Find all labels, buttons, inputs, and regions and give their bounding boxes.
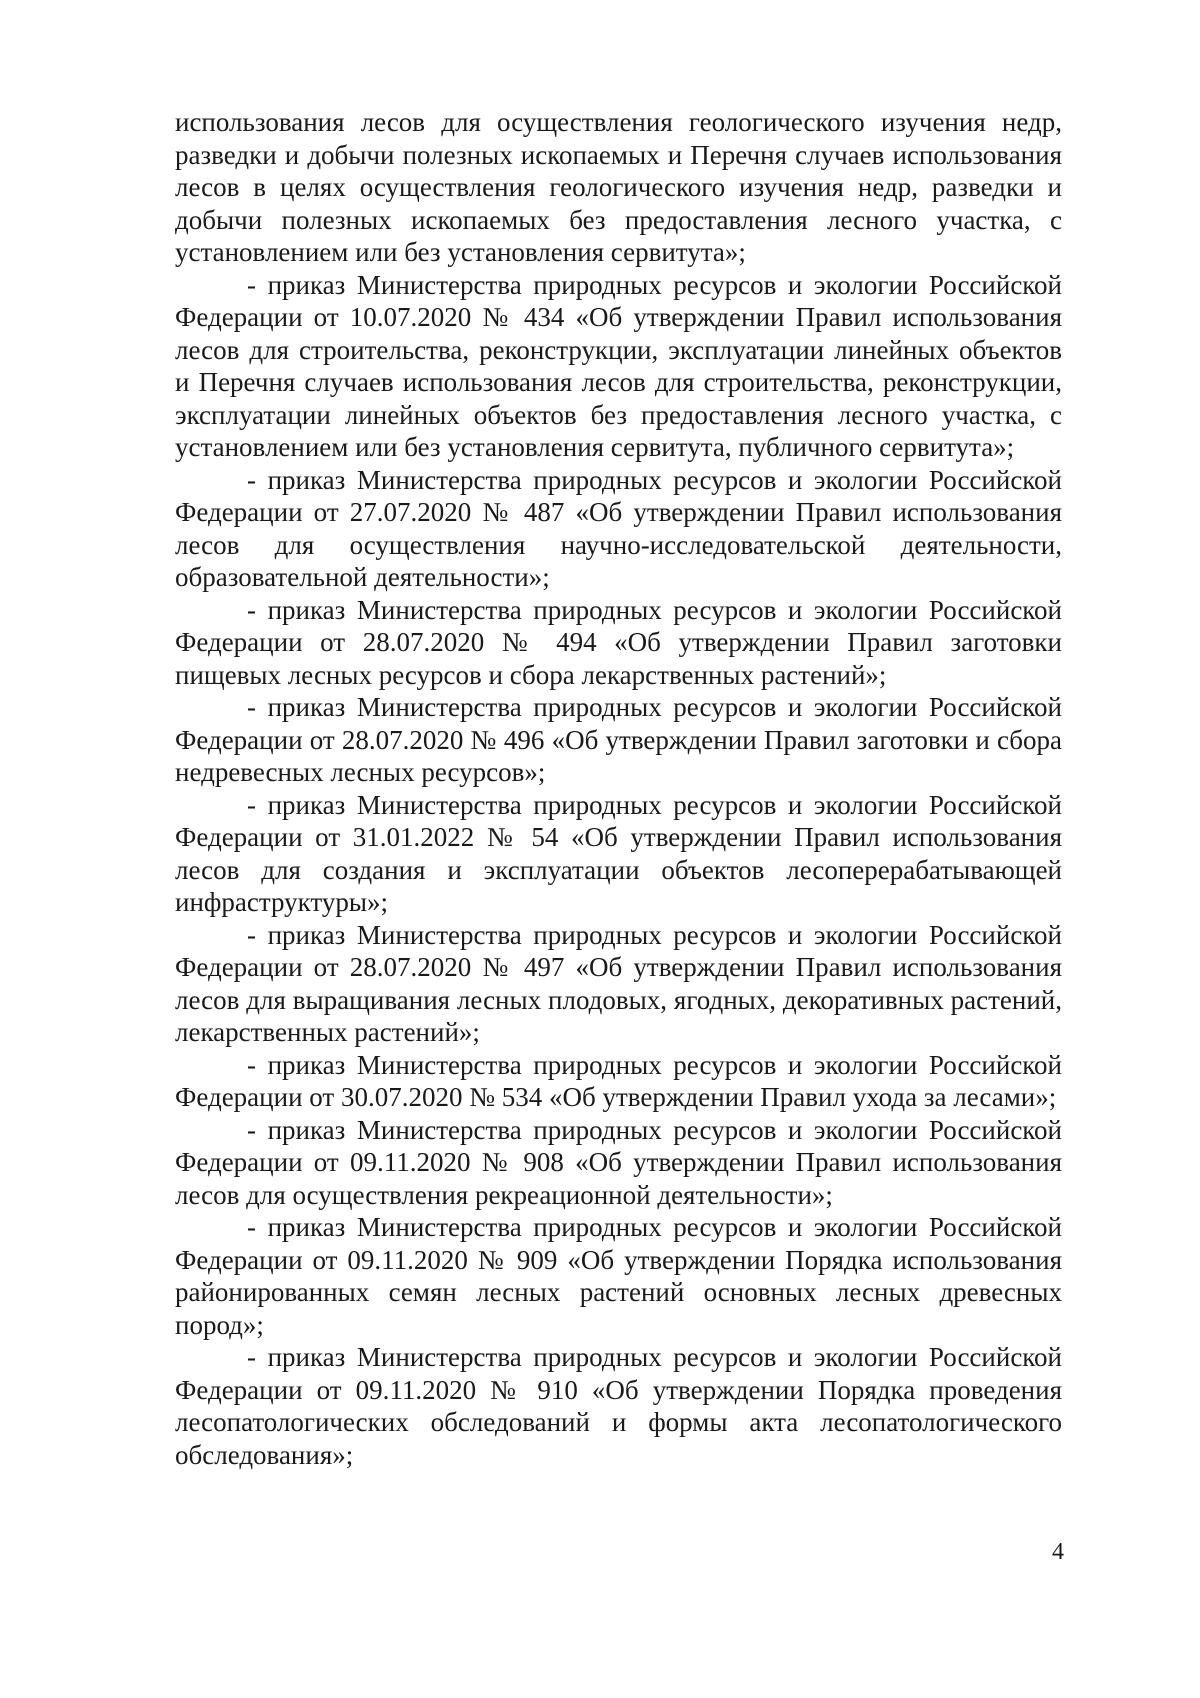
list-item: - приказ Министерства природных ресурсов и экологии Российской Федерации от 28.07.2020 № 497 «Об утверждении Правил использования лесов для выращивания лесных плодовых, ягодных, декоративных растений, лекарственных растений»;: [175, 919, 1062, 1047]
page-number: 4: [1052, 1539, 1064, 1565]
list-item: - приказ Министерства природных ресурсов и экологии Российской Федерации от 31.01.2022 № 54 «Об утверждении Правил использования лесов для создания и эксплуатации объектов лесоперерабатывающей инфраструктуры»;: [175, 789, 1062, 917]
continuation-paragraph: использования лесов для осуществления геологического изучения недр, разведки и добычи полезных ископаемых и Перечня случаев использования лесов в целях осуществления геологического изучения недр, разведки и добычи полезных ископаемых без предоставления лесного участка, с установлением или без установления сервитута»;: [175, 107, 1062, 267]
list-item: - приказ Министерства природных ресурсов и экологии Российской Федерации от 09.11.2020 № 909 «Об утверждении Порядка использования районированных семян лесных растений основных лесных древесных пород»;: [175, 1212, 1062, 1340]
list-item: - приказ Министерства природных ресурсов и экологии Российской Федерации от 28.07.2020 № 496 «Об утверждении Правил заготовки и сбора недревесных лесных ресурсов»;: [175, 692, 1062, 787]
list-item: - приказ Министерства природных ресурсов и экологии Российской Федерации от 27.07.2020 № 487 «Об утверждении Правил использования лесов для осуществления научно-исследовательской деятельности, образовательной деятельности»;: [175, 464, 1062, 592]
list-item: - приказ Министерства природных ресурсов и экологии Российской Федерации от 30.07.2020 № 534 «Об утверждении Правил ухода за лесами»;: [175, 1049, 1062, 1112]
list-item: - приказ Министерства природных ресурсов и экологии Российской Федерации от 09.11.2020 № 908 «Об утверждении Правил использования лесов для осуществления рекреационной деятельности»;: [175, 1114, 1062, 1210]
list-item: - приказ Министерства природных ресурсов и экологии Российской Федерации от 10.07.2020 № 434 «Об утверждении Правил использования лесов для строительства, реконструкции, эксплуатации линейных объектов и Перечня случаев использования лесов для строительства, реконструкции, эксплуатации линейных объектов без предоставления лесного участка, с установлением или без установления сервитута, публичного сервитута»;: [175, 269, 1062, 462]
list-item: - приказ Министерства природных ресурсов и экологии Российской Федерации от 09.11.2020 № 910 «Об утверждении Порядка проведения лесопатологических обследований и формы акта лесопатологического обследования»;: [175, 1342, 1062, 1470]
document-body: [175, 106, 1062, 1471]
list-item: - приказ Министерства природных ресурсов и экологии Российской Федерации от 28.07.2020 № 494 «Об утверждении Правил заготовки пищевых лесных ресурсов и сбора лекарственных растений»;: [175, 594, 1062, 690]
